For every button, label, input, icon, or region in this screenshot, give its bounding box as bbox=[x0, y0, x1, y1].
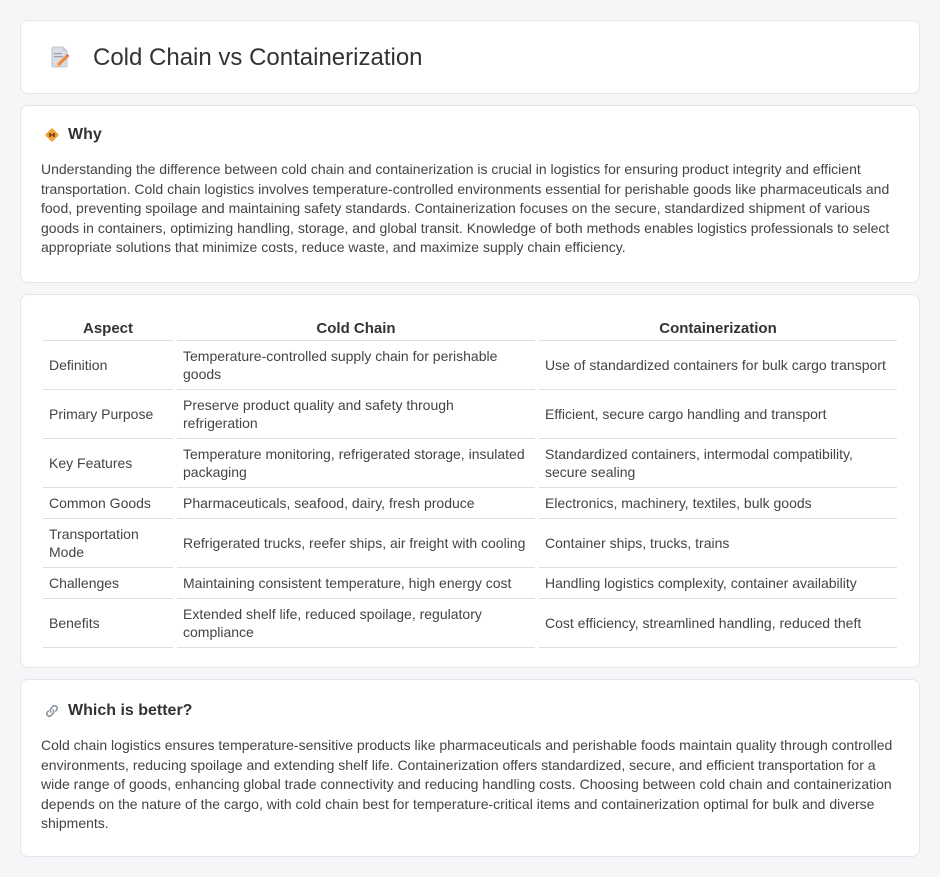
why-heading bbox=[43, 126, 899, 144]
why-title: Why bbox=[68, 126, 102, 143]
row-cold-chain: Temperature-controlled supply chain for perishable goods bbox=[177, 341, 535, 390]
row-cold-chain: Refrigerated trucks, reefer ships, air freight with cooling bbox=[177, 519, 535, 568]
which-is-better-section bbox=[20, 679, 920, 857]
table-row bbox=[43, 439, 897, 488]
comparison-table bbox=[39, 313, 901, 648]
table-row bbox=[43, 390, 897, 439]
header-containerization: Containerization bbox=[539, 313, 897, 341]
table-row bbox=[43, 488, 897, 519]
better-title: Which is better? bbox=[68, 702, 193, 719]
row-containerization: Electronics, machinery, textiles, bulk goods bbox=[539, 488, 897, 519]
row-containerization: Container ships, trucks, trains bbox=[539, 519, 897, 568]
page-title: Cold Chain vs Containerization bbox=[93, 44, 423, 71]
row-containerization: Cost efficiency, streamlined handling, reduced theft bbox=[539, 599, 897, 648]
table-header-row bbox=[43, 313, 897, 341]
table-row bbox=[43, 519, 897, 568]
row-aspect: Transportation Mode bbox=[43, 519, 173, 568]
row-containerization: Standardized containers, intermodal compatibility, secure sealing bbox=[539, 439, 897, 488]
row-aspect: Definition bbox=[43, 341, 173, 390]
row-cold-chain: Maintaining consistent temperature, high energy cost bbox=[177, 568, 535, 599]
row-aspect: Challenges bbox=[43, 568, 173, 599]
diamond-sign-icon bbox=[43, 126, 61, 144]
row-aspect: Key Features bbox=[43, 439, 173, 488]
better-text: Cold chain logistics ensures temperature-sensitive products like pharmaceuticals and perishable foods maintain quality through controlled environments, reducing spoilage and extending shelf life. Containerization offers standardized, secure, and efficient transportation for a wide range of goods, enhancing global trade connectivity and reducing handling costs. Choosing between cold chain and containerization depends on the nature of the cargo, with cold chain best for temperature-critical items and containerization optimal for bulk and diverse shipments. bbox=[41, 737, 893, 832]
row-cold-chain: Pharmaceuticals, seafood, dairy, fresh produce bbox=[177, 488, 535, 519]
row-cold-chain: Preserve product quality and safety through refrigeration bbox=[177, 390, 535, 439]
row-containerization: Use of standardized containers for bulk cargo transport bbox=[539, 341, 897, 390]
link-icon bbox=[43, 702, 61, 720]
document-pencil-icon bbox=[47, 44, 73, 70]
table-row bbox=[43, 341, 897, 390]
row-aspect: Common Goods bbox=[43, 488, 173, 519]
row-cold-chain: Temperature monitoring, refrigerated storage, insulated packaging bbox=[177, 439, 535, 488]
header-card bbox=[20, 20, 920, 94]
row-containerization: Efficient, secure cargo handling and transport bbox=[539, 390, 897, 439]
why-text: Understanding the difference between cold chain and containerization is crucial in logistics for ensuring product integrity and efficient transportation. Cold chain logistics involves temperature-controlled environments essential for perishable goods like pharmaceuticals and food, preventing spoilage and maintaining safety standards. Containerization focuses on the secure, standardized shipment of various goods in containers, optimizing handling, storage, and global transit. Knowledge of both methods enables logistics professionals to select appropriate solutions that minimize costs, reduce waste, and maximize supply chain efficiency. bbox=[41, 161, 890, 256]
better-heading bbox=[43, 702, 899, 720]
table-row bbox=[43, 568, 897, 599]
header-aspect: Aspect bbox=[43, 313, 173, 341]
row-aspect: Benefits bbox=[43, 599, 173, 648]
row-containerization: Handling logistics complexity, container availability bbox=[539, 568, 897, 599]
row-aspect: Primary Purpose bbox=[43, 390, 173, 439]
table-row bbox=[43, 599, 897, 648]
why-section bbox=[20, 105, 920, 283]
comparison-table-card bbox=[20, 294, 920, 668]
row-cold-chain: Extended shelf life, reduced spoilage, regulatory compliance bbox=[177, 599, 535, 648]
header-cold-chain: Cold Chain bbox=[177, 313, 535, 341]
